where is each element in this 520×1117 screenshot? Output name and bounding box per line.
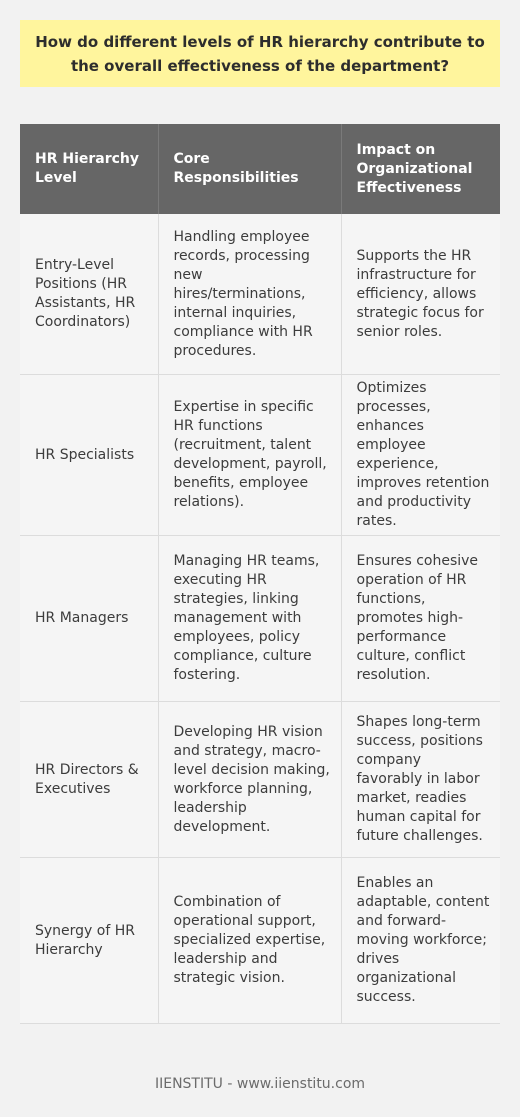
cell-responsibilities: Managing HR teams, executing HR strategies, linking management with employees, policy compliance, culture fostering.	[158, 536, 341, 702]
cell-responsibilities: Expertise in specific HR functions (recruitment, talent development, payroll, benefits, employee relations).	[158, 375, 341, 536]
hr-hierarchy-table	[20, 124, 500, 1024]
table-row	[20, 858, 500, 1024]
question-text: How do different levels of HR hierarchy contribute to the overall effectiveness of the department?	[35, 32, 485, 75]
cell-level: HR Directors & Executives	[20, 702, 158, 858]
cell-level: Synergy of HR Hierarchy	[20, 858, 158, 1024]
cell-level: HR Specialists	[20, 375, 158, 536]
cell-level: HR Managers	[20, 536, 158, 702]
header-level: HR Hierarchy Level	[20, 124, 158, 214]
cell-impact: Ensures cohesive operation of HR functions, promotes high-performance culture, conflict resolution.	[341, 536, 500, 702]
question-box	[20, 20, 500, 87]
cell-impact: Optimizes processes, enhances employee experience, improves retention and productivity rates.	[341, 375, 500, 536]
cell-responsibilities: Developing HR vision and strategy, macro-level decision making, workforce planning, leadership development.	[158, 702, 341, 858]
footer-credit: IIENSTITU - www.iienstitu.com	[154, 1076, 366, 1092]
cell-impact: Shapes long-term success, positions company favorably in labor market, readies human capital for future challenges.	[341, 702, 500, 858]
table-header-row	[20, 124, 500, 214]
table-row	[20, 214, 500, 375]
cell-impact: Enables an adaptable, content and forward-moving workforce; drives organizational success.	[341, 858, 500, 1024]
table-row	[20, 536, 500, 702]
cell-responsibilities: Handling employee records, processing new hires/terminations, internal inquiries, compliance with HR procedures.	[158, 214, 341, 375]
table-row	[20, 702, 500, 858]
cell-responsibilities: Combination of operational support, specialized expertise, leadership and strategic vision.	[158, 858, 341, 1024]
table-row	[20, 375, 500, 536]
cell-level: Entry-Level Positions (HR Assistants, HR Coordinators)	[20, 214, 158, 375]
header-responsibilities: Core Responsibilities	[158, 124, 341, 214]
cell-impact: Supports the HR infrastructure for efficiency, allows strategic focus for senior roles.	[341, 214, 500, 375]
header-impact: Impact on Organizational Effectiveness	[341, 124, 500, 214]
